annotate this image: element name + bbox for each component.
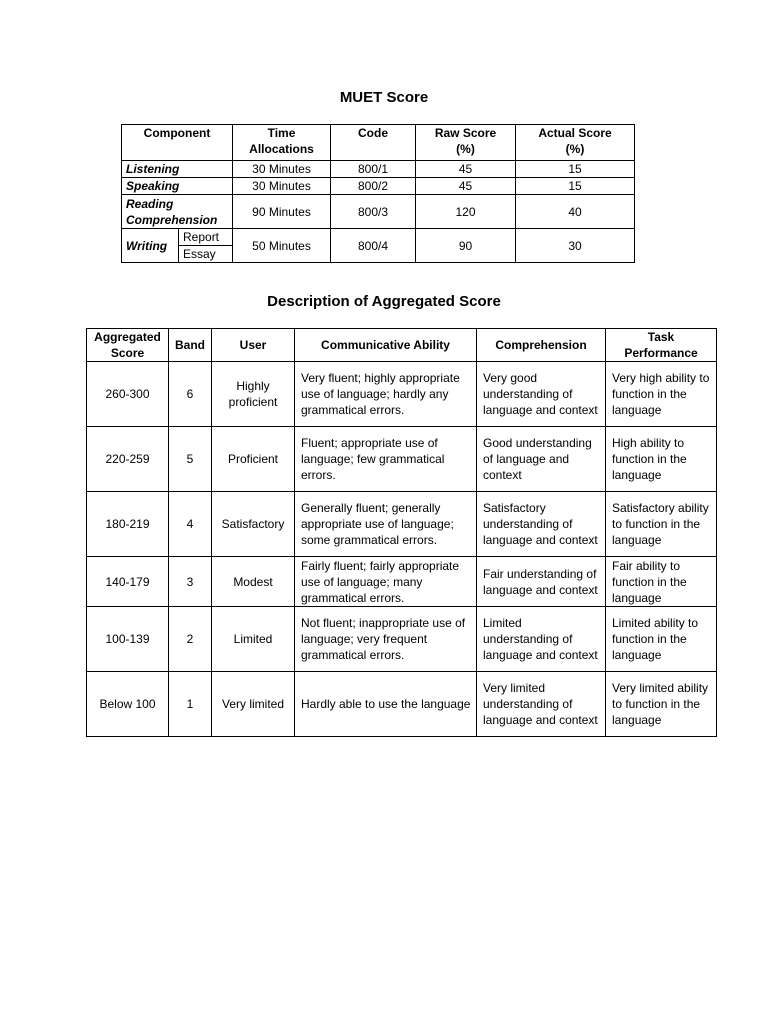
task-cell: Fair ability to function in the language xyxy=(606,557,717,607)
score-cell: 180-219 xyxy=(87,492,169,557)
table-row xyxy=(122,229,635,246)
band-cell: 2 xyxy=(169,607,212,672)
muet-score-title: MUET Score xyxy=(339,89,429,106)
header-user: User xyxy=(212,329,295,362)
header-communicative-ability: Communicative Ability xyxy=(295,329,477,362)
table-row xyxy=(87,607,717,672)
table-row xyxy=(122,195,635,229)
comprehension-cell: Very good understanding of language and context xyxy=(477,362,606,427)
task-cell: Very high ability to function in the language xyxy=(606,362,717,427)
subcomponent-cell: Report xyxy=(179,229,233,246)
time-cell: 30 Minutes xyxy=(233,161,331,178)
comprehension-cell: Satisfactory understanding of language and context xyxy=(477,492,606,557)
communicative-cell: Not fluent; inappropriate use of language; very frequent grammatical errors. xyxy=(295,607,477,672)
communicative-cell: Very fluent; highly appropriate use of language; hardly any grammatical errors. xyxy=(295,362,477,427)
band-cell: 5 xyxy=(169,427,212,492)
score-cell: 260-300 xyxy=(87,362,169,427)
user-cell: Highly proficient xyxy=(212,362,295,427)
band-cell: 1 xyxy=(169,672,212,737)
time-cell: 50 Minutes xyxy=(233,229,331,263)
code-cell: 800/1 xyxy=(331,161,416,178)
raw-score-cell: 90 xyxy=(416,229,516,263)
task-cell: Very limited ability to function in the language xyxy=(606,672,717,737)
user-cell: Modest xyxy=(212,557,295,607)
communicative-cell: Fluent; appropriate use of language; few grammatical errors. xyxy=(295,427,477,492)
subcomponent-cell: Essay xyxy=(179,246,233,263)
actual-score-cell: 40 xyxy=(516,195,635,229)
band-cell: 3 xyxy=(169,557,212,607)
muet-score-table xyxy=(121,124,635,263)
actual-score-cell: 15 xyxy=(516,161,635,178)
actual-score-cell: 30 xyxy=(516,229,635,263)
table-row xyxy=(122,161,635,178)
header-time-allocations: Time Allocations xyxy=(233,125,331,161)
user-cell: Satisfactory xyxy=(212,492,295,557)
user-cell: Limited xyxy=(212,607,295,672)
raw-score-cell: 45 xyxy=(416,178,516,195)
actual-score-cell: 15 xyxy=(516,178,635,195)
aggregated-score-table xyxy=(86,328,717,737)
user-cell: Very limited xyxy=(212,672,295,737)
raw-score-cell: 120 xyxy=(416,195,516,229)
time-cell: 30 Minutes xyxy=(233,178,331,195)
table-row xyxy=(87,427,717,492)
code-cell: 800/4 xyxy=(331,229,416,263)
task-cell: Limited ability to function in the language xyxy=(606,607,717,672)
score-cell: 100-139 xyxy=(87,607,169,672)
task-cell: Satisfactory ability to function in the language xyxy=(606,492,717,557)
header-band: Band xyxy=(169,329,212,362)
header-raw-score: Raw Score (%) xyxy=(416,125,516,161)
component-cell: Listening xyxy=(122,161,233,178)
table-row xyxy=(122,178,635,195)
comprehension-cell: Limited understanding of language and context xyxy=(477,607,606,672)
time-cell: 90 Minutes xyxy=(233,195,331,229)
score-cell: 220-259 xyxy=(87,427,169,492)
header-comprehension: Comprehension xyxy=(477,329,606,362)
component-cell: Speaking xyxy=(122,178,233,195)
code-cell: 800/2 xyxy=(331,178,416,195)
communicative-cell: Fairly fluent; fairly appropriate use of language; many grammatical errors. xyxy=(295,557,477,607)
comprehension-cell: Fair understanding of language and context xyxy=(477,557,606,607)
score-cell: Below 100 xyxy=(87,672,169,737)
header-task-performance: Task Performance xyxy=(606,329,717,362)
communicative-cell: Hardly able to use the language xyxy=(295,672,477,737)
header-code: Code xyxy=(331,125,416,161)
communicative-cell: Generally fluent; generally appropriate use of language; some grammatical errors. xyxy=(295,492,477,557)
table-row xyxy=(87,672,717,737)
aggregated-score-title: Description of Aggregated Score xyxy=(267,293,501,310)
score-cell: 140-179 xyxy=(87,557,169,607)
user-cell: Proficient xyxy=(212,427,295,492)
code-cell: 800/3 xyxy=(331,195,416,229)
comprehension-cell: Very limited understanding of language and context xyxy=(477,672,606,737)
component-cell: Reading Comprehension xyxy=(122,195,233,229)
table-row xyxy=(87,557,717,607)
raw-score-cell: 45 xyxy=(416,161,516,178)
header-aggregated-score: Aggregated Score xyxy=(87,329,169,362)
component-cell: Writing xyxy=(122,229,179,263)
header-actual-score: Actual Score (%) xyxy=(516,125,635,161)
header-component: Component xyxy=(122,125,233,161)
table-header-row xyxy=(122,125,635,161)
band-cell: 4 xyxy=(169,492,212,557)
table-header-row xyxy=(87,329,717,362)
band-cell: 6 xyxy=(169,362,212,427)
comprehension-cell: Good understanding of language and context xyxy=(477,427,606,492)
table-row xyxy=(87,362,717,427)
task-cell: High ability to function in the language xyxy=(606,427,717,492)
table-row xyxy=(87,492,717,557)
